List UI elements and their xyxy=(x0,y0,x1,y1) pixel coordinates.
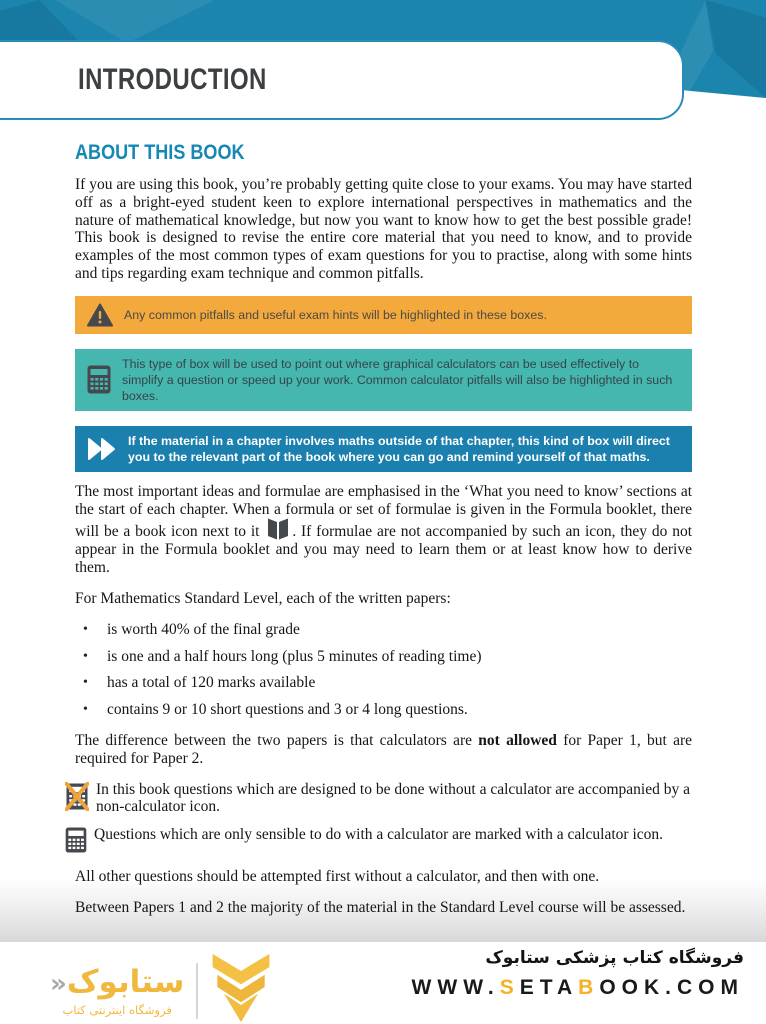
page-title: INTRODUCTION xyxy=(78,63,267,96)
calculator-callout xyxy=(75,349,692,411)
store-name: فروشگاه کتاب پزشکی ستابوک xyxy=(485,948,744,968)
logo-tagline: فروشگاه اینترنتی کتاب xyxy=(62,1002,172,1017)
crossref-callout-text: If the material in a chapter involves maths outside of that chapter, this kind of box will direct you to the relevant part of the book where you can go and remind yourself of that maths. xyxy=(128,433,670,464)
non-calculator-icon xyxy=(65,782,89,816)
list-item: • is one and a half hours long (plus 5 minutes of reading time) xyxy=(83,648,692,666)
wordmark-guillemet: « xyxy=(50,968,67,999)
url-part: WWW. xyxy=(411,976,500,999)
fast-forward-icon xyxy=(87,437,117,461)
warning-callout-text: Any common pitfalls and useful exam hints will be highlighted in these boxes. xyxy=(124,307,547,322)
list-item: • contains 9 or 10 short questions and 3 or 4 long questions. xyxy=(83,701,692,719)
setabook-wordmark-block xyxy=(50,965,184,1017)
book-icon xyxy=(266,518,290,541)
assessed-note: Between Papers 1 and 2 the majority of the material in the Standard Level course will be assessed. xyxy=(75,898,686,916)
non-calculator-note-text: In this book questions which are designed to be done without a calculator are accompanied by a non-calculator icon. xyxy=(96,780,690,816)
setabook-wordmark xyxy=(50,965,184,1001)
difference-post: for Paper 1, but are required for Paper 2. xyxy=(75,731,693,767)
section-heading: ABOUT THIS BOOK xyxy=(75,141,245,164)
formula-paragraph xyxy=(75,483,692,577)
papers-intro: For Mathematics Standard Level, each of the written papers: xyxy=(75,589,451,607)
calculator-callout-text: This type of box will be used to point out where graphical calculators can be used effectively to simplify a question or speed up your work. Common calculator pitfalls will also be highlighted in such boxes. xyxy=(122,356,673,403)
setabook-chevron-icon xyxy=(210,952,272,1024)
intro-paragraph: If you are using this book, you’re probably getting quite close to your exams. You may have started off as a bright-eyed student keen to explore international perspectives in mathematics and the nature of mathematical knowledge, but now you want to know how to get the best possible grade! This book is designed to revise the entire core material that you need to know, and to provide examples of the most common types of exam questions for you to practise, along with some hints and tips regarding exam technique and common pitfalls. xyxy=(75,176,692,282)
footer xyxy=(0,942,766,1024)
list-item: • is worth 40% of the final grade xyxy=(83,621,692,639)
wordmark-text: ستابوک xyxy=(66,963,185,1000)
url-part: ETA xyxy=(519,976,579,999)
other-questions-note: All other questions should be attempted first without a calculator, and then with one. xyxy=(75,868,600,886)
warning-callout xyxy=(75,296,692,334)
papers-difference xyxy=(75,732,692,768)
calculator-note xyxy=(65,826,692,858)
crossref-callout xyxy=(75,426,692,472)
papers-bullet-list xyxy=(75,621,692,719)
warning-triangle-icon xyxy=(87,303,113,327)
formula-paragraph-end: . If formulae are not accompanied by such an icon, they do not appear in the Formula booklet and you may need to learn them or at least know how to derive them. xyxy=(75,523,692,577)
list-item: • has a total of 120 marks available xyxy=(83,674,692,692)
url-part-highlight: S xyxy=(499,976,520,999)
url-part-highlight: B xyxy=(578,976,600,999)
logo-divider xyxy=(196,963,198,1019)
footer-right xyxy=(412,948,744,1000)
website-url xyxy=(412,976,744,1000)
chapter-title-card xyxy=(0,40,684,120)
formula-paragraph-start: The most important ideas and formulae are emphasised in the ‘What you need to know’ sections at the start of each chapter. When a formula or set of formulae is given in the Formula booklet, there will be a book icon next to it xyxy=(75,482,692,541)
url-part: OOK.COM xyxy=(599,976,744,999)
calculator-note-text: Questions which are only sensible to do with a calculator are marked with a calculator icon. xyxy=(94,826,664,844)
non-calculator-note xyxy=(65,781,692,817)
calculator-icon xyxy=(65,827,87,858)
page-content xyxy=(75,141,692,930)
difference-pre: The difference between the two papers is that calculators are xyxy=(75,731,479,749)
calculator-icon xyxy=(87,365,111,394)
difference-bold: not allowed xyxy=(478,731,557,749)
setabook-logo xyxy=(50,952,272,1024)
